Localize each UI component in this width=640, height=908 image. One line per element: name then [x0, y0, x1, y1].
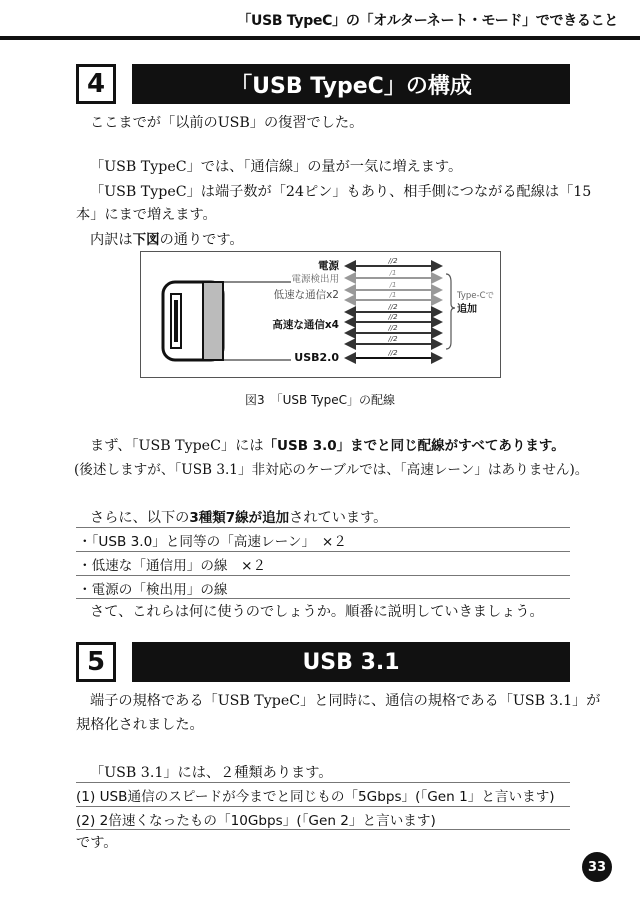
paragraph-line	[90, 434, 565, 455]
paragraph-line: 「USB 3.1」には、２種類あります。	[90, 765, 333, 781]
mark: //2	[388, 324, 398, 332]
section-4-number: 4	[76, 64, 116, 104]
figure-caption: 図3 「USB TypeC」の配線	[244, 393, 396, 407]
mark: //2	[388, 313, 398, 321]
mark: //2	[388, 257, 398, 265]
wire-arrows	[346, 266, 441, 358]
text-span: さらに、以下の	[90, 510, 190, 526]
section-5-title: USB 3.1	[132, 642, 570, 682]
running-header: 「USB TypeC」の「オルターネート・モード」でできること	[237, 13, 618, 29]
bold-text: 3種類7線が追加	[189, 510, 290, 526]
bold-text: 下図	[132, 232, 160, 248]
brace-icon	[446, 274, 455, 349]
header-rule	[0, 36, 640, 40]
paragraph-line: 規格化されました。	[76, 717, 204, 733]
mark: /1	[389, 269, 397, 277]
mark: //2	[388, 349, 398, 357]
label-lowspeed: 低速な通信x2	[273, 289, 339, 301]
text-span: されています。	[289, 510, 388, 526]
paragraph-line	[90, 506, 387, 527]
label-power: 電源	[318, 260, 339, 272]
paragraph-line	[90, 228, 244, 249]
text-span: の通りです。	[159, 232, 244, 248]
label-usb2: USB2.0	[294, 351, 339, 364]
note-added: 追加	[457, 304, 477, 315]
divider	[76, 782, 570, 783]
list-item: (1) USB通信のスピードが今までと同じもの「5Gbps」(「Gen 1」と言います)	[76, 789, 555, 805]
connector-shell	[203, 282, 223, 360]
paragraph-line: 「USB TypeC」は端子数が「24ピン」もあり、相手側につながる配線は「15	[90, 184, 592, 200]
section-4-title: 「USB TypeC」の構成	[132, 64, 570, 104]
label-detect: 電源検出用	[291, 274, 339, 285]
text-span: まず、「USB TypeC」には	[90, 438, 264, 454]
divider	[76, 527, 570, 528]
paragraph-line: さて、これらは何に使うのでしょうか。順番に説明していきましょう。	[90, 604, 544, 620]
bold-text: 「USB 3.0」までと同じ配線がすべてあります。	[263, 438, 565, 454]
paragraph-line: (後述しますが、「USB 3.1」非対応のケーブルでは、「高速レーン」はありません)。	[74, 462, 589, 478]
paragraph-line: 「USB TypeC」では、「通信線」の量が一気に増えます。	[90, 159, 463, 175]
wire-count-marks	[387, 257, 398, 357]
text-span: 内訳は	[90, 232, 133, 248]
section-5-number: 5	[76, 642, 116, 682]
wiring-diagram	[141, 252, 502, 379]
divider	[76, 551, 570, 552]
paragraph-line: 端子の規格である「USB TypeC」と同時に、通信の規格である「USB 3.1」が	[90, 693, 601, 709]
list-item: ・「USB 3.0」と同等の「高速レーン」 ×２	[78, 534, 347, 550]
mark: //2	[388, 303, 398, 311]
divider	[76, 806, 570, 807]
list-item: ・低速な「通信用」の線 ×２	[78, 558, 267, 574]
list-item: (2) 2倍速くなったもの「10Gbps」(「Gen 2」と言います)	[76, 813, 436, 829]
paragraph-line: です。	[76, 835, 118, 851]
page-number: 33	[582, 852, 612, 882]
label-highspeed: 高速な通信x4	[272, 319, 339, 331]
figure-usb-typec-wiring	[140, 251, 501, 378]
mark: //2	[388, 335, 398, 343]
divider	[76, 829, 570, 830]
paragraph-line: 本」にまで増えます。	[76, 207, 217, 223]
divider	[76, 575, 570, 576]
mark: /1	[389, 281, 397, 289]
mark: /1	[389, 291, 397, 299]
paragraph-line: ここまでが「以前のUSB」の復習でした。	[90, 115, 364, 131]
divider	[76, 598, 570, 599]
list-item: ・電源の「検出用」の線	[78, 582, 228, 598]
note-typec: Type-Cで	[457, 291, 495, 301]
connector-pins	[174, 300, 178, 342]
